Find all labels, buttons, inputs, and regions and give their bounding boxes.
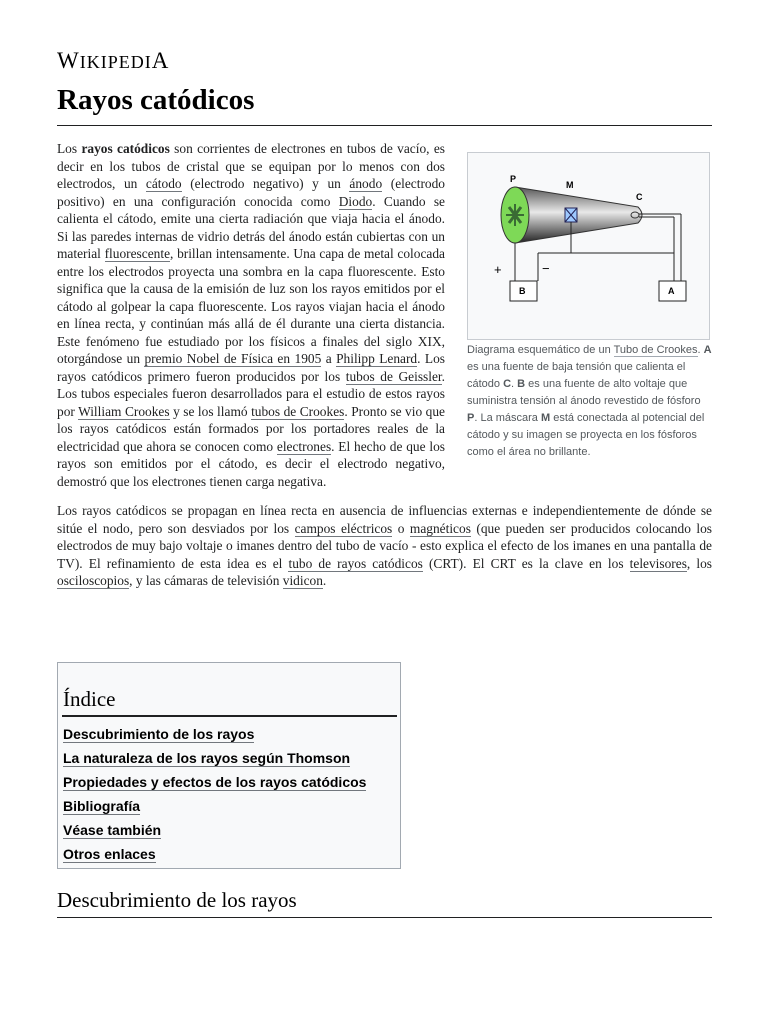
table-of-contents xyxy=(57,662,401,869)
toc-item-label: Véase también xyxy=(63,822,162,838)
wordmark-w: W xyxy=(57,48,80,73)
figure-caption: Diagrama esquemático de un Tubo de Crookes. A es una fuente de baja tensión que calienta el cátodo C. B es una fuente de alto voltaje que suministra tensión al ánodo revestido de fósforo P. La máscara M está conectada al potencial del cátodo y su imagen se proyecta en los fósforos como el área no brillante. xyxy=(467,344,712,458)
toc-item-descubrimiento[interactable] xyxy=(63,722,366,746)
label-c: C xyxy=(636,192,643,202)
paragraph-intro: Los rayos catódicos son corrientes de electrones en tubos de vacío, es decir en los tubos de cristal que se equipan por lo menos con dos electrodos, un cátodo (electrodo negativo) y un ánodo (electrodo positivo) en una configuración conocida como Diodo. Cuando se calienta el cátodo, emite una cierta radiación que viaja hacia el ánodo. Si las paredes internas de vidrio detrás del ánodo están cubiertas con un material fluorescente, brillan intensamente. Una capa de metal colocada entre los electrodos proyecta una sombra en la capa fluorescente. Esto significa que la causa de la emisión de luz son los rayos emitidos por el cátodo al golpear la capa fluorescente. Los rayos viajan hacia el ánodo en línea recta, y continúan más allá de él durante una cierta distancia. Este fenómeno fue estudiado por los físicos a finales del siglo XIX, otorgándose un premio Nobel de Física en 1905 a Philipp Lenard. Los rayos catódicos primero fueron producidos por los tubos de Geissler. Los tubos especiales fueron desarrollados para el estudio de estos rayos por William Crookes y se los llamó tubos de Crookes. Pronto se vio que los rayos catódicos están formados por los portadores reales de la electricidad que ahora se conocen como electrones. El hecho de que los rayos son emitidos por el cátodo, es decir el electrodo negativo, demostró que los electrones tienen carga negativa. xyxy=(57,141,446,489)
link-philipp-lenard[interactable]: Philipp Lenard xyxy=(336,351,418,366)
label-m: M xyxy=(566,180,574,190)
toc-list xyxy=(63,722,366,866)
link-diodo[interactable]: Diodo xyxy=(338,193,373,209)
toc-item-bibliografia[interactable] xyxy=(63,794,366,818)
toc-item-label: Descubrimiento de los rayos xyxy=(63,726,255,742)
label-a: A xyxy=(668,286,675,296)
toc-divider xyxy=(62,715,397,717)
link-fluorescente[interactable]: fluorescente xyxy=(104,246,171,261)
toc-item-label: La naturaleza de los rayos según Thomson xyxy=(63,750,351,766)
link-tubos-de-geissler[interactable]: tubos de Geissler xyxy=(345,368,442,384)
link-tubo-de-crookes[interactable]: Tubo de Crookes xyxy=(613,344,698,356)
toc-item-vease-tambien[interactable] xyxy=(63,818,366,842)
toc-item-propiedades[interactable] xyxy=(63,770,366,794)
label-minus: − xyxy=(542,261,550,276)
crookes-tube-diagram[interactable] xyxy=(467,152,710,340)
link-electrones[interactable]: electrones xyxy=(276,438,332,454)
label-p: P xyxy=(510,174,517,184)
toc-item-label: Otros enlaces xyxy=(63,846,156,862)
link-tubo-rayos-catodicos[interactable]: tubo de rayos catódicos xyxy=(288,555,423,571)
link-televisores[interactable]: televisores xyxy=(629,555,687,571)
label-plus: + xyxy=(494,262,502,277)
section-divider xyxy=(57,917,712,918)
term-rayos-catodicos: rayos catódicos xyxy=(81,141,170,156)
link-tubos-de-crookes[interactable]: tubos de Crookes xyxy=(251,403,345,419)
toc-title: Índice xyxy=(63,687,116,711)
link-vidicon[interactable]: vidicon xyxy=(282,573,323,588)
link-catodo[interactable]: cátodo xyxy=(145,176,182,191)
label-b: B xyxy=(519,286,526,296)
page-title: Rayos catódicos xyxy=(57,84,255,116)
section-heading-descubrimiento: Descubrimiento de los rayos xyxy=(57,888,297,912)
crookes-tube-figure xyxy=(467,152,712,461)
toc-item-label: Bibliografía xyxy=(63,798,141,814)
link-osciloscopios[interactable]: osciloscopios xyxy=(57,573,130,588)
paragraph-propagation: Los rayos catódicos se propagan en línea recta en ausencia de influencias externas e independientemente de dónde se sitúe el nodo, pero son desviados por los campos eléctricos o magnéticos (que pueden ser producidos colocando los electrodos de muy bajo voltaje o imanes dentro del tubo de vacío - esto explica el efecto de los imanes en una pantalla de TV). El refinamiento de esta idea es el tubo de rayos catódicos (CRT). El CRT es la clave en los televisores, los osciloscopios, y las cámaras de televisión vidicon. xyxy=(57,503,713,588)
title-divider xyxy=(57,125,712,126)
toc-item-otros-enlaces[interactable] xyxy=(63,842,366,866)
article-body xyxy=(57,140,712,602)
link-campos-electricos[interactable]: campos eléctricos xyxy=(294,520,393,536)
wordmark-middle: IKIPEDI xyxy=(79,52,152,72)
link-premio-nobel[interactable]: premio Nobel de Física en 1905 xyxy=(144,351,322,366)
toc-item-label: Propiedades y efectos de los rayos catódicos xyxy=(63,774,367,790)
link-anodo[interactable]: ánodo xyxy=(349,176,383,191)
tube-body xyxy=(515,187,642,243)
crookes-tube-svg xyxy=(468,153,709,339)
link-william-crookes[interactable]: William Crookes xyxy=(78,403,170,419)
wordmark-a: A xyxy=(151,48,170,73)
wikipedia-wordmark[interactable] xyxy=(57,48,169,74)
toc-item-naturaleza[interactable] xyxy=(63,746,366,770)
link-magneticos[interactable]: magnéticos xyxy=(409,520,471,536)
